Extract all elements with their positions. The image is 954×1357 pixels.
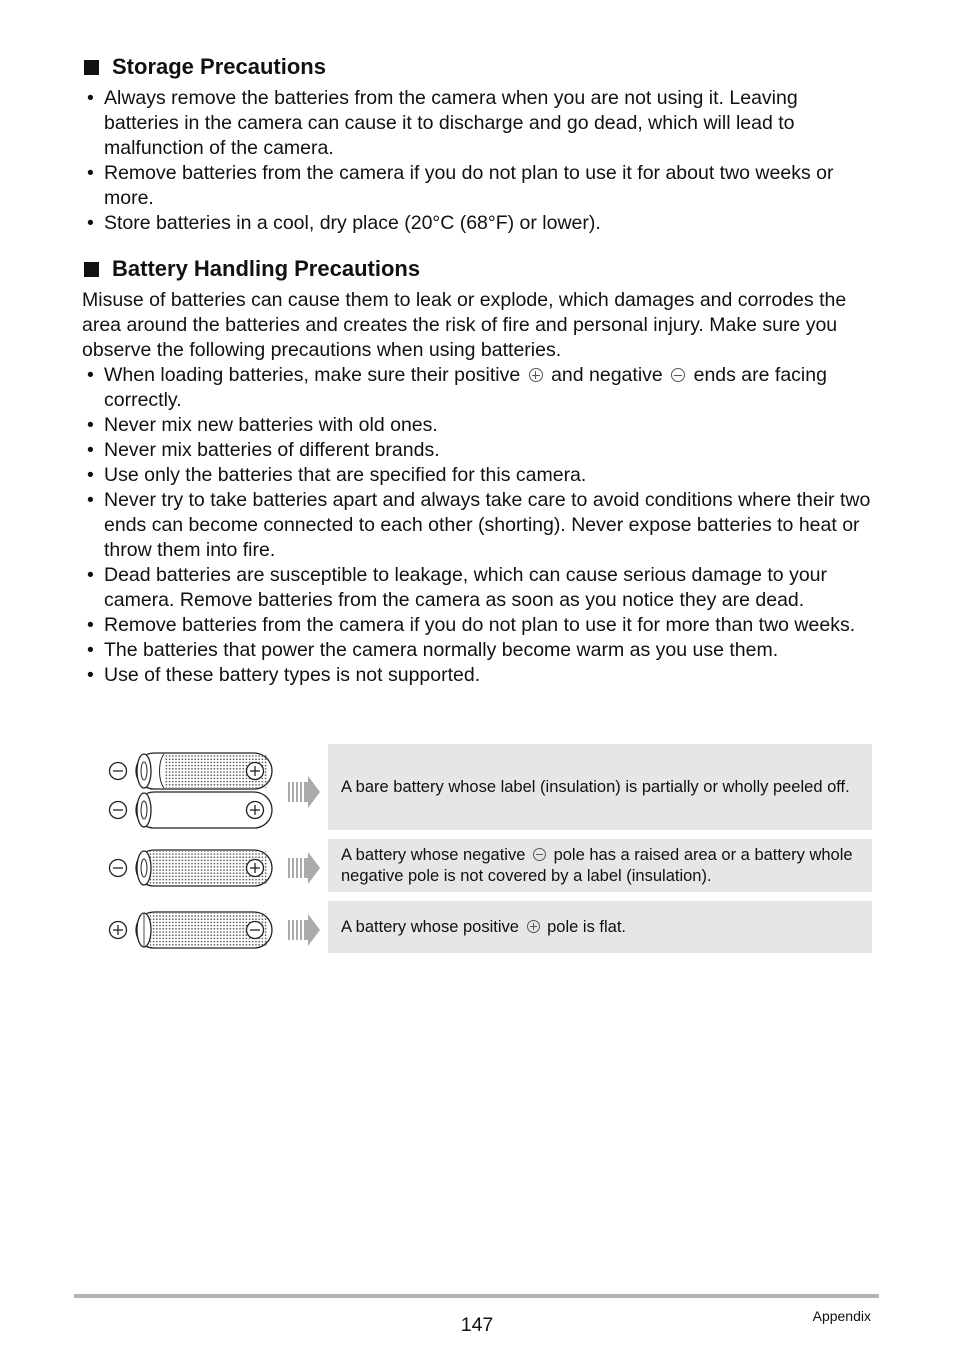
battery-raised-negative-icon: [110, 850, 273, 886]
list-item: • Use only the batteries that are specified for this camera.: [84, 463, 874, 488]
battery-partially-peeled-icon: [110, 753, 273, 789]
footer-divider: [74, 1294, 879, 1298]
heading-square-icon: [84, 60, 99, 75]
bare-battery-description: A bare battery whose label (insulation) is partially or wholly peeled off.: [328, 744, 872, 830]
battery-flat-positive-icon: [110, 912, 273, 948]
arrow-right-icon: [288, 776, 320, 808]
page-number: 147: [460, 1314, 494, 1336]
heading-square-icon: [84, 262, 99, 277]
section-label: Appendix: [812, 1308, 871, 1324]
positive-pole-icon: [527, 920, 540, 933]
handling-intro: Misuse of batteries can cause them to leak or explode, which damages and corrodes the area around the batteries and creates the risk of fire and personal injury. Make sure you observe the following precautions when using batteries.: [82, 289, 847, 361]
list-item: • Always remove the batteries from the camera when you are not using it. Leaving batteries in the camera can cause it to discharge and go dead, which will lead to malfunction of the camera.: [84, 86, 874, 161]
battery-fully-bare-icon: [110, 792, 273, 828]
list-item: • When loading batteries, make sure their positive and negative ends are facing correctly.: [84, 363, 874, 413]
arrow-right-icon: [288, 914, 320, 946]
negative-pole-icon: [671, 368, 685, 382]
flat-positive-battery-illustration: [104, 908, 324, 952]
list-item: • Remove batteries from the camera if you do not plan to use it for more than two weeks.: [84, 613, 874, 638]
list-item: • Dead batteries are susceptible to leakage, which can cause serious damage to your camera. Remove batteries from the camera as soon as you notice they are dead.: [84, 563, 874, 613]
list-item: • Never mix batteries of different brands.: [84, 438, 874, 463]
storage-precautions-heading: Storage Precautions: [84, 54, 326, 80]
list-item: • Store batteries in a cool, dry place (20°C (68°F) or lower).: [84, 211, 874, 236]
flat-positive-description: A battery whose positive pole is flat.: [328, 901, 872, 953]
positive-pole-icon: [529, 368, 543, 382]
list-item: • The batteries that power the camera normally become warm as you use them.: [84, 638, 874, 663]
negative-pole-icon: [533, 848, 546, 861]
list-item: • Never mix new batteries with old ones.: [84, 413, 874, 438]
battery-handling-heading: Battery Handling Precautions: [84, 256, 420, 282]
bare-battery-illustration: [104, 748, 324, 832]
list-item: • Use of these battery types is not supported.: [84, 663, 874, 688]
raised-negative-description: A battery whose negative pole has a raised area or a battery whole negative pole is not covered by a label (insulation).: [328, 839, 872, 892]
arrow-right-icon: [288, 852, 320, 884]
battery-handling-list: [84, 363, 874, 688]
raised-negative-battery-illustration: [104, 846, 324, 890]
storage-precautions-list: [84, 86, 874, 236]
list-item: • Remove batteries from the camera if you do not plan to use it for about two weeks or more.: [84, 161, 874, 211]
list-item: • Never try to take batteries apart and always take care to avoid conditions where their two ends can become connected to each other (shorting). Never expose batteries to heat or throw them into fire.: [84, 488, 874, 563]
